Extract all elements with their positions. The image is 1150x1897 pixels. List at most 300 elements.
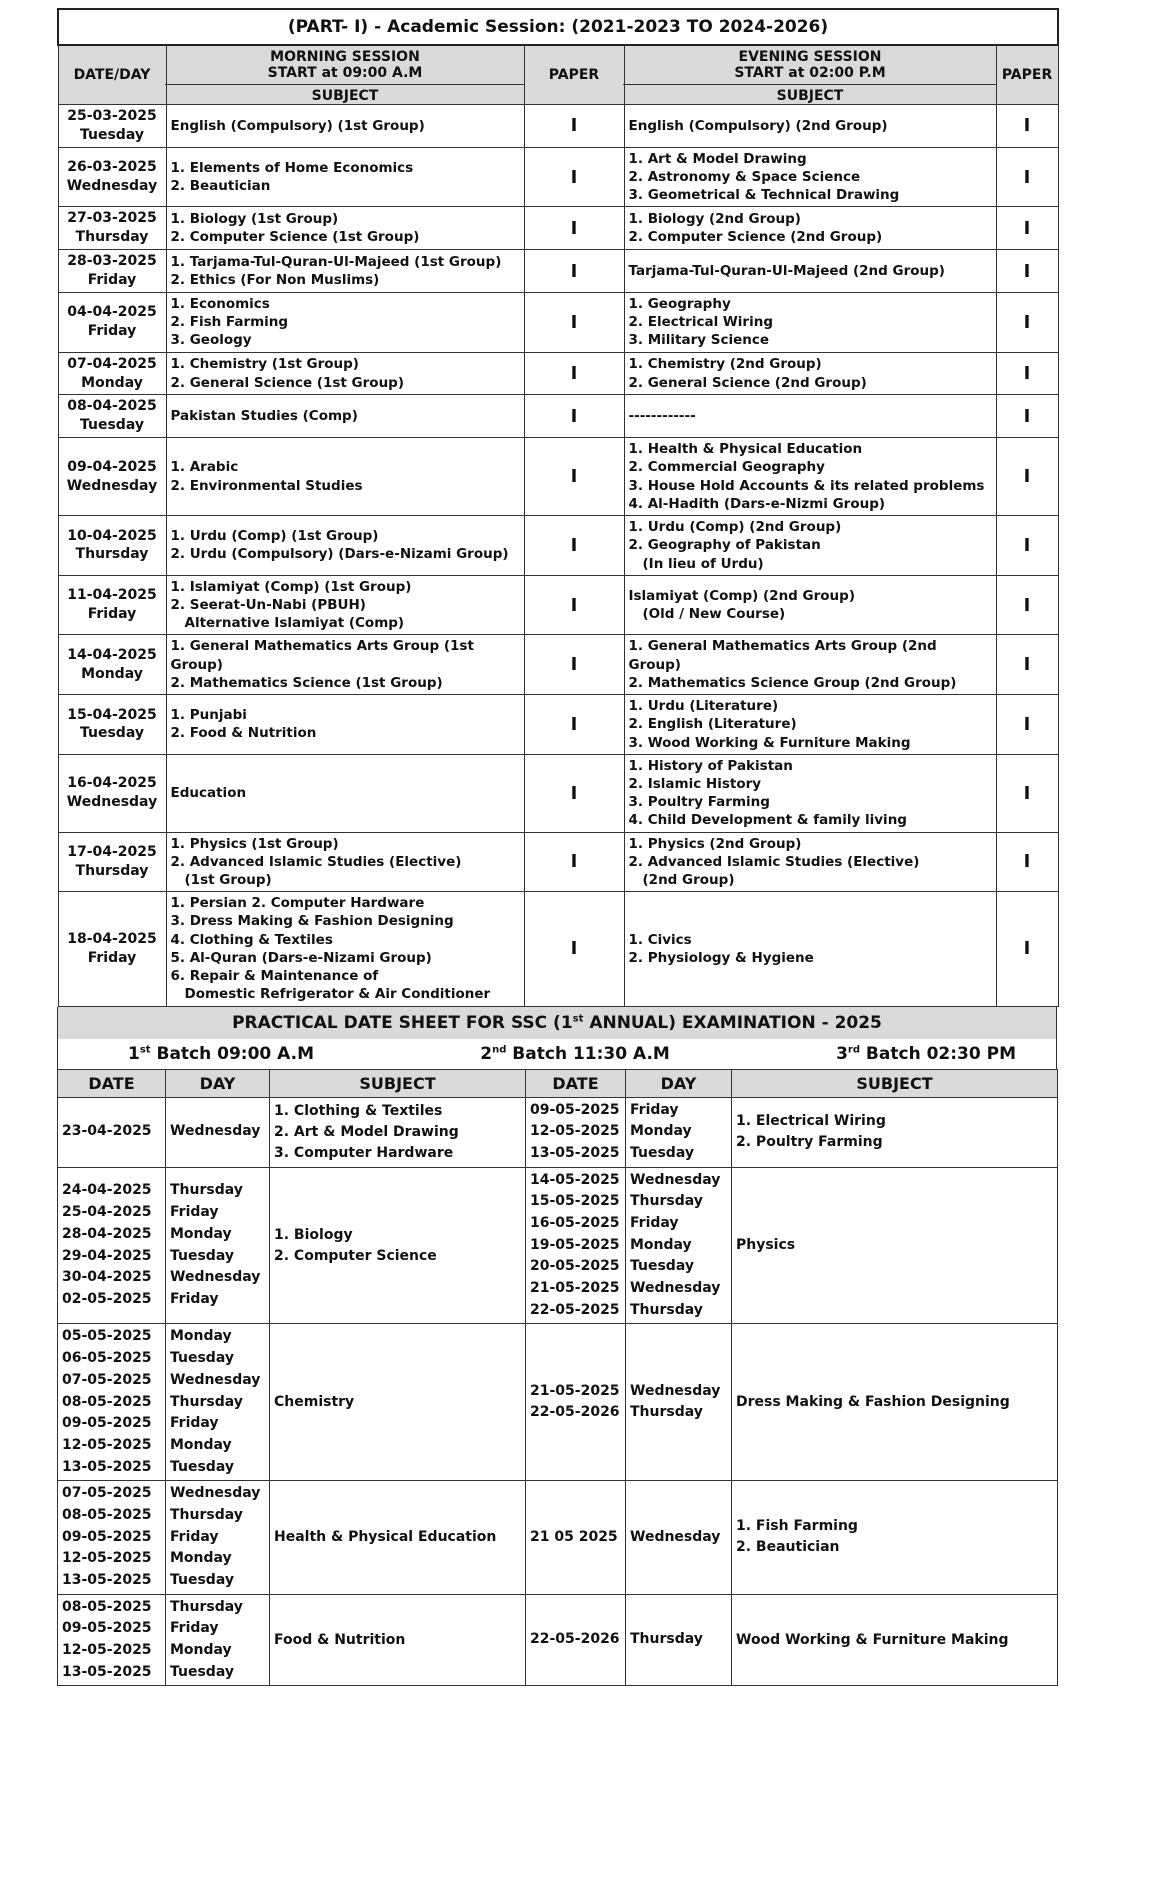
left-date-item: 30-04-2025	[62, 1269, 152, 1286]
evening-subject-cell	[624, 352, 996, 395]
right-date-item: 22-05-2025	[530, 1301, 620, 1318]
subject-item: 3. Military Science	[628, 332, 770, 349]
practical-row	[58, 1324, 1058, 1481]
prac-header-subject-right: SUBJECT	[732, 1069, 1058, 1097]
exam-date: 16-04-2025	[67, 775, 157, 792]
batch-row	[57, 1039, 1057, 1069]
evening-paper-cell: I	[996, 207, 1058, 250]
date-day-cell	[58, 147, 166, 207]
subject-item: 5. Al-Quran (Dars-e-Nizami Group)	[170, 949, 432, 966]
left-day-item: Friday	[170, 1290, 219, 1307]
date-day-cell	[58, 892, 166, 1006]
left-subject-cell	[270, 1324, 526, 1481]
left-date-cell	[58, 1167, 166, 1324]
prac-header-day-right: DAY	[626, 1069, 732, 1097]
morning-paper-cell: I	[524, 250, 624, 293]
left-subject-item: 2. Art & Model Drawing	[274, 1123, 459, 1140]
subject-item: 1. Elements of Home Economics	[170, 159, 414, 176]
left-day-item: Tuesday	[170, 1350, 234, 1367]
morning-subject-cell	[166, 352, 524, 395]
practical-row	[58, 1594, 1058, 1686]
schedule-row	[58, 293, 1058, 353]
prac-header-date-right: DATE	[526, 1069, 626, 1097]
schedule-row	[58, 147, 1058, 207]
evening-paper-cell: I	[996, 250, 1058, 293]
evening-paper-cell: I	[996, 635, 1058, 695]
exam-day: Thursday	[75, 546, 149, 563]
evening-subject-cell	[624, 250, 996, 293]
subject-item: (1st Group)	[184, 872, 272, 889]
right-day-item: Thursday	[630, 1301, 703, 1318]
morning-paper-cell: I	[524, 754, 624, 832]
date-day-cell	[58, 207, 166, 250]
subject-item: 4. Clothing & Textiles	[170, 931, 333, 948]
header-paper-morning: PAPER	[524, 45, 624, 105]
morning-paper-cell: I	[524, 575, 624, 635]
right-day-item: Tuesday	[630, 1258, 694, 1275]
subject-item: Education	[170, 785, 247, 802]
right-date-item: 13-05-2025	[530, 1144, 620, 1161]
left-date-item: 07-05-2025	[62, 1485, 152, 1502]
subject-item: 2. Electrical Wiring	[628, 314, 773, 331]
subject-item: 2. Urdu (Compulsory) (Dars-e-Nizami Group)	[170, 546, 509, 563]
left-date-item: 06-05-2025	[62, 1350, 152, 1367]
subject-item: 1. Punjabi	[170, 707, 247, 724]
evening-paper-cell: I	[996, 832, 1058, 892]
morning-paper-cell: I	[524, 832, 624, 892]
subject-item: 3. Wood Working & Furniture Making	[628, 734, 911, 751]
exam-date: 26-03-2025	[67, 159, 157, 176]
theory-body	[58, 105, 1058, 1007]
right-date-cell	[526, 1481, 626, 1594]
subject-item: 2. General Science (2nd Group)	[628, 374, 867, 391]
date-day-cell	[58, 575, 166, 635]
morning-subject-cell	[166, 395, 524, 438]
evening-subject-cell	[624, 635, 996, 695]
subject-item: 1. Biology (1st Group)	[170, 211, 339, 228]
subject-item: 2. Ethics (For Non Muslims)	[170, 272, 380, 289]
evening-paper-cell: I	[996, 892, 1058, 1006]
right-day-item: Wednesday	[630, 1171, 721, 1188]
left-date-cell	[58, 1097, 166, 1167]
prac-header-subject-left: SUBJECT	[270, 1069, 526, 1097]
date-day-cell	[58, 105, 166, 148]
right-subject-item: 2. Beautician	[736, 1539, 840, 1556]
left-date-cell	[58, 1481, 166, 1594]
morning-paper-cell: I	[524, 352, 624, 395]
left-date-item: 09-05-2025	[62, 1528, 152, 1545]
morning-subject-cell	[166, 754, 524, 832]
left-day-item: Wednesday	[170, 1485, 261, 1502]
schedule-row	[58, 575, 1058, 635]
right-subject-cell	[732, 1324, 1058, 1481]
left-day-item: Monday	[170, 1436, 232, 1453]
left-date-item: 29-04-2025	[62, 1247, 152, 1264]
right-subject-cell	[732, 1097, 1058, 1167]
subject-item: Alternative Islamiyat (Comp)	[184, 615, 405, 632]
subject-item: 2. Beautician	[170, 178, 271, 195]
subject-item: 2. Commercial Geography	[628, 459, 825, 476]
left-date-item: 28-04-2025	[62, 1225, 152, 1242]
morning-paper-cell: I	[524, 635, 624, 695]
date-day-cell	[58, 293, 166, 353]
right-day-cell	[626, 1097, 732, 1167]
subject-item: 1. Physics (1st Group)	[170, 835, 339, 852]
subject-item: 1. Biology (2nd Group)	[628, 211, 801, 228]
header-paper-evening: PAPER	[996, 45, 1058, 105]
right-date-item: 22-05-2026	[530, 1631, 620, 1648]
batch-2: 2nd Batch 11:30 A.M	[480, 1043, 670, 1064]
right-day-cell	[626, 1481, 732, 1594]
morning-subject-cell	[166, 516, 524, 576]
subject-item: 1. Urdu (Comp) (2nd Group)	[628, 519, 842, 536]
left-date-item: 08-05-2025	[62, 1506, 152, 1523]
subject-item: 2. Seerat-Un-Nabi (PBUH)	[170, 596, 366, 613]
subject-item: 3. House Hold Accounts & its related problems	[628, 477, 985, 494]
header-morning-session: MORNING SESSION	[270, 49, 420, 65]
evening-paper-cell: I	[996, 147, 1058, 207]
exam-date: 27-03-2025	[67, 210, 157, 227]
evening-subject-cell	[624, 832, 996, 892]
subject-item: 1. Economics	[170, 296, 270, 312]
subject-item: 1. Islamiyat (Comp) (1st Group)	[170, 578, 412, 595]
evening-paper-cell: I	[996, 575, 1058, 635]
right-subject-item: Wood Working & Furniture Making	[736, 1631, 1009, 1648]
schedule-row	[58, 635, 1058, 695]
right-day-cell	[626, 1324, 732, 1481]
morning-subject-cell	[166, 438, 524, 516]
morning-subject-cell	[166, 105, 524, 148]
practical-body	[58, 1097, 1058, 1686]
schedule-row	[58, 105, 1058, 148]
left-subject-item: 3. Computer Hardware	[274, 1144, 454, 1161]
left-subject-cell	[270, 1167, 526, 1324]
exam-date: 09-04-2025	[67, 458, 157, 475]
subject-item: 2. General Science (1st Group)	[170, 374, 405, 391]
exam-date: 07-04-2025	[67, 355, 157, 372]
header-morning-start: START at 09:00 A.M	[267, 65, 423, 81]
morning-paper-cell: I	[524, 147, 624, 207]
header-evening-session: EVENING SESSION	[738, 49, 882, 65]
schedule-row	[58, 695, 1058, 755]
right-subject-item: Physics	[736, 1237, 796, 1254]
left-date-item: 25-04-2025	[62, 1204, 152, 1221]
evening-paper-cell: I	[996, 395, 1058, 438]
subject-item: 1. General Mathematics Arts Group (2nd Group)	[628, 638, 937, 673]
left-day-item: Wednesday	[170, 1371, 261, 1388]
left-day-item: Friday	[170, 1204, 219, 1221]
prac-header-date-left: DATE	[58, 1069, 166, 1097]
right-date-cell	[526, 1097, 626, 1167]
date-day-cell	[58, 695, 166, 755]
left-date-item: 08-05-2025	[62, 1393, 152, 1410]
left-day-item: Monday	[170, 1328, 232, 1345]
header-evening	[624, 45, 996, 105]
left-date-item: 24-04-2025	[62, 1182, 152, 1199]
left-day-item: Friday	[170, 1620, 219, 1637]
left-day-cell	[166, 1167, 270, 1324]
left-date-item: 13-05-2025	[62, 1663, 152, 1680]
date-day-cell	[58, 516, 166, 576]
left-day-item: Tuesday	[170, 1247, 234, 1264]
subject-item: 1. Physics (2nd Group)	[628, 835, 802, 852]
subject-item: 3. Dress Making & Fashion Designing	[170, 913, 454, 930]
left-day-item: Wednesday	[170, 1269, 261, 1286]
left-date-item: 23-04-2025	[62, 1123, 152, 1140]
left-subject-item: 1. Biology	[274, 1226, 353, 1243]
header-morning	[166, 45, 524, 105]
subject-item: 1. Civics	[628, 931, 692, 948]
evening-paper-cell: I	[996, 105, 1058, 148]
subject-item: 1. Persian 2. Computer Hardware	[170, 895, 425, 912]
morning-paper-cell: I	[524, 695, 624, 755]
subject-item: 2. Mathematics Science Group (2nd Group)	[628, 674, 957, 691]
subject-item: 2. Islamic History	[628, 775, 762, 792]
exam-date: 18-04-2025	[67, 931, 157, 948]
left-day-item: Thursday	[170, 1393, 243, 1410]
left-day-cell	[166, 1594, 270, 1686]
evening-subject-cell	[624, 754, 996, 832]
left-date-item: 09-05-2025	[62, 1620, 152, 1637]
exam-date: 08-04-2025	[67, 398, 157, 415]
subject-item: 1. Health & Physical Education	[628, 441, 863, 458]
subject-item: Domestic Refrigerator & Air Conditioner	[184, 986, 491, 1003]
practical-row	[58, 1481, 1058, 1594]
evening-subject-cell	[624, 575, 996, 635]
header-morning-subject: SUBJECT	[165, 84, 526, 104]
exam-day: Friday	[87, 949, 137, 966]
subject-item: 1. Arabic	[170, 459, 239, 476]
schedule-row	[58, 516, 1058, 576]
exam-day: Tuesday	[80, 417, 144, 434]
right-day-item: Thursday	[630, 1631, 703, 1648]
date-sheet	[57, 8, 1057, 1686]
date-day-cell	[58, 754, 166, 832]
left-day-cell	[166, 1324, 270, 1481]
right-day-item: Wednesday	[630, 1382, 721, 1399]
evening-subject-cell	[624, 892, 996, 1006]
practical-row	[58, 1167, 1058, 1324]
left-day-item: Monday	[170, 1225, 232, 1242]
left-day-item: Tuesday	[170, 1663, 234, 1680]
schedule-row	[58, 892, 1058, 1006]
left-subject-item: 1. Clothing & Textiles	[274, 1102, 443, 1119]
prac-header-day-left: DAY	[166, 1069, 270, 1097]
subject-item: English (Compulsory) (2nd Group)	[628, 117, 888, 134]
right-subject-item: 1. Electrical Wiring	[736, 1113, 886, 1130]
subject-item: 2. Physiology & Hygiene	[628, 949, 814, 966]
evening-subject-cell	[624, 516, 996, 576]
subject-item: (In lieu of Urdu)	[642, 555, 764, 572]
schedule-row	[58, 250, 1058, 293]
left-subject-cell	[270, 1594, 526, 1686]
batch-1: 1st Batch 09:00 A.M	[128, 1043, 315, 1064]
morning-paper-cell: I	[524, 293, 624, 353]
date-day-cell	[58, 395, 166, 438]
morning-subject-cell	[166, 695, 524, 755]
subject-item: 2. English (Literature)	[628, 716, 797, 733]
right-date-item: 16-05-2025	[530, 1215, 620, 1231]
right-day-item: Wednesday	[630, 1280, 721, 1297]
practical-title	[57, 1007, 1057, 1039]
left-subject-item: Health & Physical Education	[274, 1528, 497, 1545]
subject-item: 1. History of Pakistan	[628, 757, 793, 774]
right-subject-item: Dress Making & Fashion Designing	[736, 1393, 1010, 1410]
subject-item: 6. Repair & Maintenance of	[170, 968, 379, 985]
morning-subject-cell	[166, 250, 524, 293]
left-date-item: 13-05-2025	[62, 1572, 152, 1588]
schedule-row	[58, 352, 1058, 395]
exam-day: Thursday	[75, 229, 149, 246]
evening-paper-cell: I	[996, 293, 1058, 353]
left-day-cell	[166, 1097, 270, 1167]
evening-subject-cell	[624, 105, 996, 148]
date-day-cell	[58, 635, 166, 695]
date-day-cell	[58, 438, 166, 516]
subject-item: English (Compulsory) (1st Group)	[170, 117, 425, 134]
right-subject-cell	[732, 1167, 1058, 1324]
morning-paper-cell: I	[524, 438, 624, 516]
subject-item: Tarjama-Tul-Quran-Ul-Majeed (2nd Group)	[628, 263, 945, 279]
schedule-row	[58, 754, 1058, 832]
right-day-item: Tuesday	[630, 1144, 694, 1161]
exam-day: Tuesday	[80, 725, 144, 742]
right-date-cell	[526, 1324, 626, 1481]
evening-subject-cell	[624, 438, 996, 516]
right-date-item: 14-05-2025	[530, 1171, 620, 1188]
subject-item: 2. Advanced Islamic Studies (Elective)	[170, 853, 462, 870]
exam-day: Wednesday	[66, 178, 158, 195]
subject-item: ------------	[628, 408, 696, 425]
left-day-item: Monday	[170, 1550, 232, 1567]
subject-item: 2. Computer Science (1st Group)	[170, 229, 420, 246]
left-date-item: 05-05-2025	[62, 1328, 152, 1345]
exam-date: 14-04-2025	[67, 646, 157, 663]
right-day-item: Friday	[630, 1101, 679, 1118]
morning-subject-cell	[166, 293, 524, 353]
exam-date: 10-04-2025	[67, 527, 157, 544]
morning-paper-cell: I	[524, 395, 624, 438]
left-date-item: 09-05-2025	[62, 1415, 152, 1432]
morning-subject-cell	[166, 207, 524, 250]
right-day-item: Thursday	[630, 1404, 703, 1421]
right-date-item: 21 05 2025	[530, 1528, 618, 1545]
evening-subject-cell	[624, 395, 996, 438]
right-day-item: Monday	[630, 1123, 692, 1140]
subject-item: 1. Geography	[628, 296, 731, 312]
exam-date: 11-04-2025	[67, 587, 157, 604]
subject-item: 1. Chemistry (2nd Group)	[628, 356, 822, 373]
theory-table	[57, 8, 1059, 1007]
left-date-item: 02-05-2025	[62, 1290, 152, 1307]
evening-paper-cell: I	[996, 438, 1058, 516]
left-date-cell	[58, 1324, 166, 1481]
subject-item: 3. Poultry Farming	[628, 794, 770, 811]
schedule-row	[58, 832, 1058, 892]
exam-day: Friday	[87, 323, 137, 340]
subject-item: 2. Mathematics Science (1st Group)	[170, 674, 443, 691]
subject-item: 2. Fish Farming	[170, 314, 289, 331]
left-subject-item: Food & Nutrition	[274, 1631, 406, 1648]
subject-item: Islamiyat (Comp) (2nd Group)	[628, 587, 856, 604]
schedule-row	[58, 207, 1058, 250]
exam-date: 17-04-2025	[67, 844, 157, 861]
exam-date: 15-04-2025	[67, 706, 157, 723]
left-date-item: 12-05-2025	[62, 1642, 152, 1659]
right-date-item: 09-05-2025	[530, 1101, 620, 1118]
left-subject-item: 2. Computer Science	[274, 1247, 437, 1264]
left-day-item: Friday	[170, 1415, 219, 1432]
right-subject-cell	[732, 1594, 1058, 1686]
right-subject-cell	[732, 1481, 1058, 1594]
right-date-item: 19-05-2025	[530, 1236, 620, 1253]
morning-paper-cell: I	[524, 892, 624, 1006]
right-date-item: 12-05-2025	[530, 1123, 620, 1140]
practical-title-text: PRACTICAL DATE SHEET FOR SSC (1st ANNUAL) EXAMINATION - 2025	[232, 1012, 882, 1033]
date-day-cell	[58, 352, 166, 395]
morning-subject-cell	[166, 147, 524, 207]
right-day-cell	[626, 1167, 732, 1324]
evening-subject-cell	[624, 293, 996, 353]
right-day-item: Monday	[630, 1236, 692, 1253]
right-date-cell	[526, 1594, 626, 1686]
subject-item: 1. Art & Model Drawing	[628, 150, 807, 167]
subject-item: 3. Geometrical & Technical Drawing	[628, 187, 900, 204]
right-date-item: 15-05-2025	[530, 1193, 620, 1210]
left-date-cell	[58, 1594, 166, 1686]
morning-subject-cell	[166, 892, 524, 1006]
left-subject-cell	[270, 1481, 526, 1594]
left-subject-item: Chemistry	[274, 1393, 355, 1410]
exam-date: 28-03-2025	[67, 253, 157, 270]
subject-item: 3. Geology	[170, 332, 252, 349]
exam-day: Friday	[87, 272, 137, 289]
right-date-cell	[526, 1167, 626, 1324]
evening-paper-cell: I	[996, 695, 1058, 755]
right-date-item: 21-05-2025	[530, 1280, 620, 1297]
left-date-item: 13-05-2025	[62, 1458, 152, 1475]
subject-item: 1. Urdu (Comp) (1st Group)	[170, 528, 379, 545]
right-day-cell	[626, 1594, 732, 1686]
left-day-item: Thursday	[170, 1182, 243, 1199]
left-subject-cell	[270, 1097, 526, 1167]
right-date-item: 21-05-2025	[530, 1382, 620, 1399]
right-subject-item: 2. Poultry Farming	[736, 1134, 883, 1151]
subject-item: 1. Chemistry (1st Group)	[170, 356, 359, 373]
exam-date: 04-04-2025	[67, 304, 157, 321]
subject-item: (Old / New Course)	[642, 606, 786, 623]
exam-day: Monday	[81, 665, 143, 682]
morning-subject-cell	[166, 575, 524, 635]
subject-item: 4. Child Development & family living	[628, 812, 907, 829]
left-date-item: 08-05-2025	[62, 1598, 152, 1615]
left-date-item: 12-05-2025	[62, 1436, 152, 1453]
evening-subject-cell	[624, 147, 996, 207]
subject-item: 2. Environmental Studies	[170, 477, 363, 494]
left-day-item: Tuesday	[170, 1572, 234, 1588]
exam-day: Tuesday	[80, 126, 144, 143]
right-day-item: Thursday	[630, 1193, 703, 1210]
morning-paper-cell: I	[524, 516, 624, 576]
left-day-item: Thursday	[170, 1598, 243, 1615]
part-title: (PART- I) - Academic Session: (2021-2023 TO 2024-2026)	[58, 9, 1058, 45]
practical-row	[58, 1097, 1058, 1167]
left-day-item: Thursday	[170, 1506, 243, 1523]
left-day-cell	[166, 1481, 270, 1594]
morning-subject-cell	[166, 832, 524, 892]
exam-day: Monday	[81, 374, 143, 391]
evening-subject-cell	[624, 207, 996, 250]
